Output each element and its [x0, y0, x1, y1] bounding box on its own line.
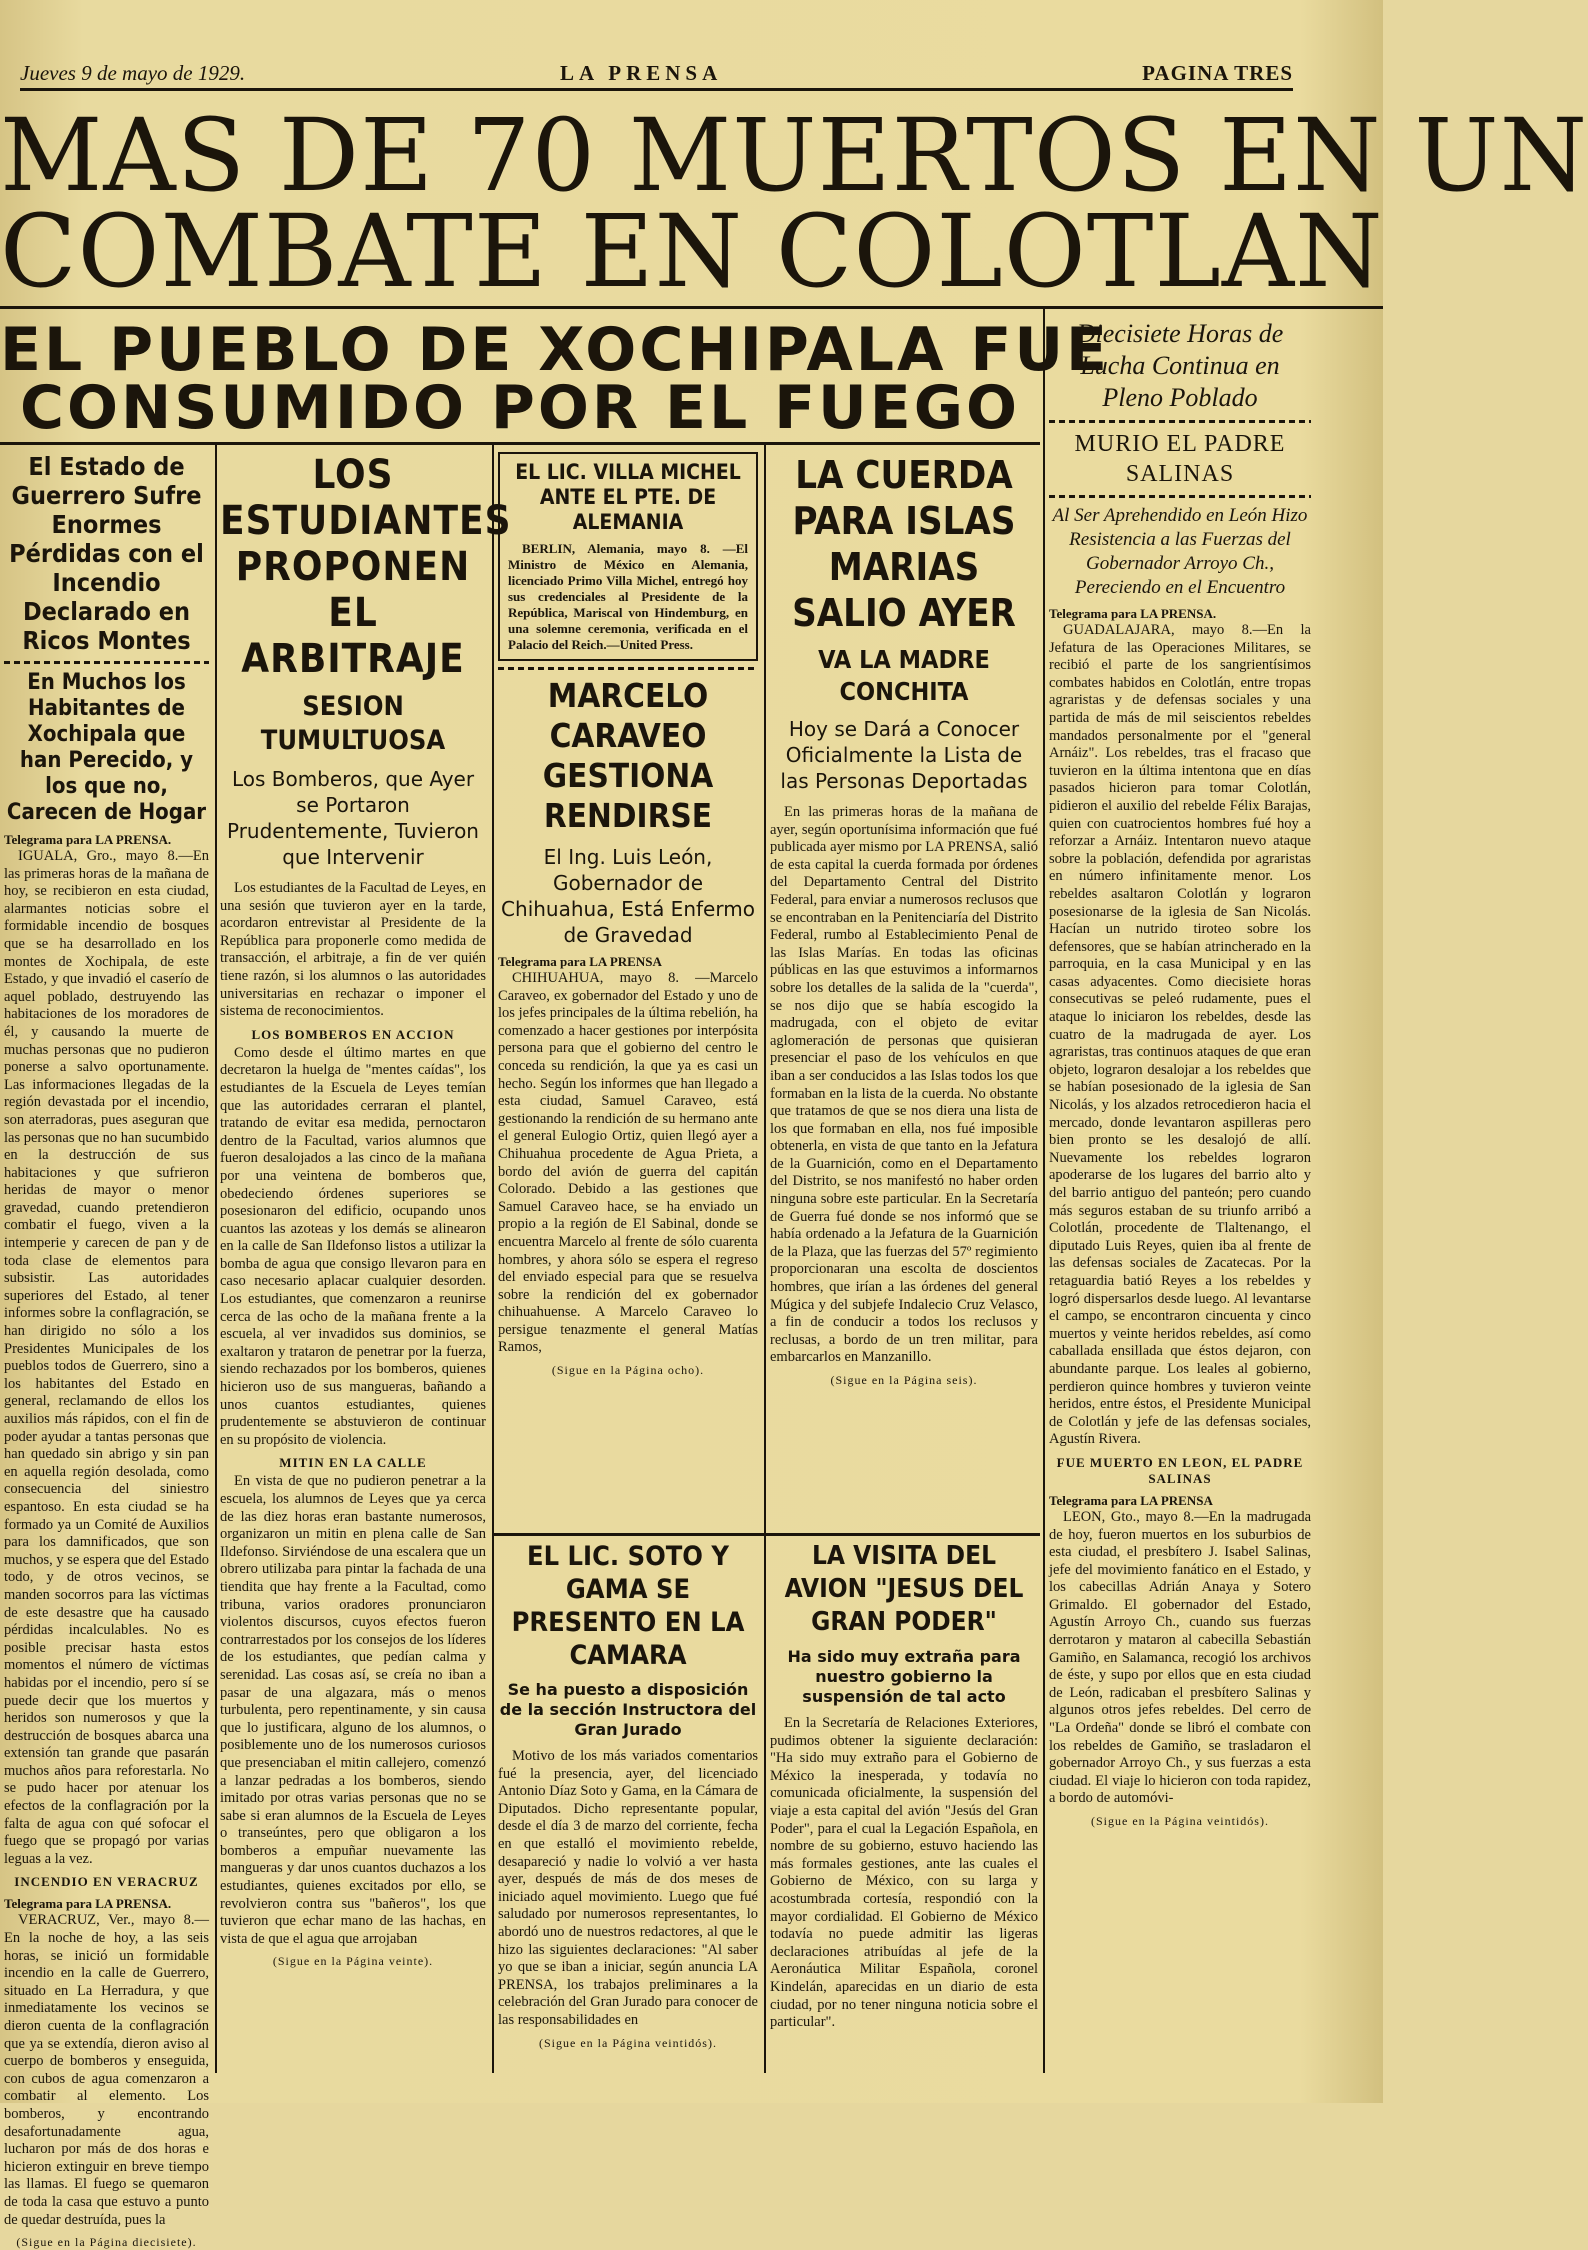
issue-date: Jueves 9 de mayo de 1929.: [20, 61, 246, 85]
dateline: Telegrama para LA PRENSA.: [1049, 606, 1217, 621]
article-headline: MARCELO CARAVEO GESTIONA RENDIRSE: [542, 676, 714, 835]
dateline: Telegrama para LA PRENSA.: [4, 1896, 172, 1912]
article-body: LEON, Gto., mayo 8.—En la madrugada de hoy, fueron muertos en los suburbios de esta ciudad, el presbítero J. Isabel Salinas, jefe del movimiento fanático en el Estado, y los cabecillas Adrián Anaya y Sotero Grimaldo. El gobernador del Estado, Agustín Arroyo Ch., cuando sus fuerzas derrotaron y mataron al cabecilla Sebastián Gamiño, en Salamanca, recogió los archivos de éste, y supo por ellos que en esta ciudad de León, radicaban el presbítero Salinas y algunos otros jefes rebeldes. Del cerro de "La Ordeña" donde se libró el combate con los rebeldes de Gamiño, se trasladaron el gobernador Arroyo Ch., y sus fuerzas a esta ciudad. El viaje lo hicieron con toda rapidez, a bordo de automóvi-: [1049, 1508, 1311, 1807]
section-subhead: LOS BOMBEROS EN ACCION: [251, 1026, 455, 1042]
article-jesus-del-gran-poder: [770, 1540, 1038, 2075]
deck-headline-line2: CONSUMIDO POR EL FUEGO: [19, 373, 1021, 443]
column-rule: [1043, 306, 1045, 2073]
column-rule: [215, 445, 217, 2073]
boxed-item: [498, 452, 758, 661]
article-headline: El Estado de Guerrero Sufre Enormes Pérdidas con el Incendio Declarado en Ricos Montes: [9, 452, 204, 655]
article-body: Los estudiantes de la Facultad de Leyes, en una sesión que tuvieron ayer en la tarde, acordaron entrevistar al Presidente de la República para proponerle como medida de transacción, el arbitraje, a fin de ver quién tiene razón, si los alumnos o las autoridades universitarias en rechazar o imponer el sistema de reconocimientos.: [220, 880, 486, 1020]
article-body: En vista de que no pudieron penetrar a la escuela, los alumnos de Leyes que ya cerca de las diez horas eran bastante numerosos, organizaron un mitin en plena calle de San Ildefonso. Sirviéndose de una escalera que un obrero utilizaba para pintar la fachada de una tiendita que hay frente a la Facultad, como tribuna, varios oradores pronunciaron violentos discursos, cuyos efectos fueron contrarrestados por los consejos de los líderes de los estudiantes, que pedían calma y serenidad. Las cosas así, se creía no iban a pasar de una algazara, más o menos turbulenta, pero repentinamente, y sin causa que lo justificara, alguno de los alumnos, o posiblemente uno de los numerosos curiosos que presenciaban el mitin callejero, comenzó a lanzar pedradas a los bomberos, siendo imitado por otras varias personas que no se sabe si eran alumnos de la Escuela de Leyes o transeúntes, pero que obligaron a los bomberos a empuñar nuevamente las mangueras y dar unos cuantos duchazos a los estudiantes, quienes excitados por ello, se revolvieron contra sus "bañeros", los que tuvieron que echar mano de las hachas, en vista de que el agua que arrojaban: [220, 1473, 486, 1947]
continued-note: (Sigue en la Página seis).: [830, 1373, 978, 1387]
continued-note: (Sigue en la Página veinte).: [272, 1954, 434, 1969]
article-deck: Ha sido muy extraña para nuestro gobierno la suspensión de tal acto: [787, 1647, 1021, 1706]
article-subheadline: MURIO EL PADRE SALINAS: [1074, 431, 1286, 487]
article-body: En la Secretaría de Relaciones Exteriores, pudimos obtener la siguiente declaración: "Ha sido muy extraño para el Gobierno de México la inesperada, y todavía no comunicada oficialmente, la suspensión del viaje a esta capital del avión "Jesús del Gran Poder", para el cual la Legación Española, en nombre de su gobierno, estuvo haciendo las más formales gestiones, ante las cuales el Gobierno de México, con su larga y acostumbrada cortesía, respondió con la mayor cordialidad. El Gobierno de México todavía no puede admitir las ligeras declaraciones atribuídas al jefe de la Aeronáutica Militar Española, coronel Kindelán, aparecidas en un diario de esta ciudad, por no tener ninguna noticia sobre el particular".: [770, 1715, 1038, 2031]
section-subhead: INCENDIO EN VERACRUZ: [14, 1874, 199, 1890]
newspaper-name: LA PRENSA: [560, 61, 723, 85]
section-rule: [494, 1533, 1040, 1536]
article-body: Como desde el último martes en que decretaron la huelga de "mentes caídas", los estudiantes de la Escuela de Leyes temían que las autoridades cerraran el plantel, tratando de evitar esa medida, pernoctaron dentro de la Facultad, varios alumnos que fueron desalojados a las cinco de la mañana por una veintena de bomberos que, obedeciendo órdenes superiores se posesionaron del edificio, ocupando unos cuantos las azoteas y los demás se alinearon en la calle de San Ildefonso listos a utilizar la bomba de agua que consigo llevaron para en caso necesario aplacar cualquier desorden. Los estudiantes, que comenzaron a reunirse cerca de las ocho de la mañana frente a la escuela, al ver invadidos sus dominios, se exaltaron y trataron de penetrar por la fuerza, siendo rechazados por los bomberos, quienes hicieron uso de sus mangueras, bañando a unos cuantos estudiantes, quienes prudentemente se abstuvieron de continuar en su propósito de violencia.: [220, 1044, 486, 1448]
article-headline: LA VISITA DEL AVION "JESUS DEL GRAN PODER": [784, 1541, 1024, 1637]
article-headline: EL LIC. SOTO Y GAMA SE PRESENTO EN LA CAMARA: [511, 1541, 745, 1671]
article-subheadline: En Muchos los Habitantes de Xochipala que han Perecido, y los que no, Carecen de Hogar: [6, 670, 207, 825]
divider: [1049, 420, 1311, 423]
article-guerrero-fire: [4, 452, 209, 2250]
article-body: VERACRUZ, Ver., mayo 8.—En la noche de hoy, a las seis horas, se inició un formidable incendio en la calle de Guerrero, situado en La Herradura, y que inmediatamente los vecinos se dieron cuenta de la conflagración que ya se extendía, dieron aviso al cuerpo de bomberos y enseguida, con cubos de agua comenzaron a combatir al elemento. Los bomberos, y encontrando desafortunadamente agua, lucharon por más de dos horas e hicieron extinguir en breve tiempo las llamas. El fuego se quemaron de toda la casa que estuvo a punto de quedar destruída, pues la: [4, 1912, 209, 2228]
article-headline: LOS ESTUDIANTES PROPONEN EL ARBITRAJE: [220, 452, 512, 682]
article-soto-y-gama: [498, 1540, 758, 2075]
article-body: CHIHUAHUA, mayo 8. —Marcelo Caraveo, ex gobernador del Estado y uno de los jefes principales de la última rebelión, ha comenzado a hacer gestiones por interpósita persona para que el gobierno del centro le conceda su rendición, la que ya es casi un hecho. Según los informes que han llegado a esta ciudad, Samuel Caraveo, está gestionando la rendición de su hermano ante el general Eulogio Ortiz, quien llegó ayer a Chihuahua procedente de Agua Prieta, a bordo del avión de guerra del capitán Colorado. Debido a las gestiones que Samuel Caraveo hace, se ha enviado un propio a la región de El Sabinal, donde se encuentra Marcelo al frente de sólo cuarenta hombres, y ahora sólo se espera el regreso del enviado especial para que se resuelva sobre la rendición del ex gobernador chihuahuense. A Marcelo Caraveo lo persigue tenazmente el general Matías Ramos,: [498, 970, 758, 1356]
dateline: Telegrama para LA PRENSA.: [4, 832, 172, 847]
article-body: En las primeras horas de la mañana de ayer, según oportunísima información que fué publicada ayer mismo por LA PRENSA, salió de esta capital la cuerda formada por órdenes del Departamento Central del Distrito Federal, para enviar a numerosos reclusos que se encontraban en la Penitenciaría del Distrito Federal, rumbo al Establecimiento Penal de las Islas Marías. En todas las oficinas públicas en las que estuvimos a informarnos sobre los detalles de la salida de la "cuerda", se nos dijo que se había escogido la madrugada, con el objeto de evitar aglomeración de personas que quisieran presenciar el paso de los vehículos en que iban a ser conducidos a las Islas todos los que formaban en la lista de la cuerda. No obstante que tratamos de que se nos diera una lista de los que formaban en ella, nos fué imposible obtenerla, en vista de que tanto en la Jefatura de la Guarnición, como en el Departamento del Distrito, se nos manifestó no haber orden ninguna sobre este particular. En la Secretaría de Guerra fué donde se nos informó que se había ordenado a la Jefatura de la Guarnición de la Plaza, que las fuerzas del 57º regimiento proporcionaran una escolta de doscientos hombres, que irían a las órdenes del general Múgica y del subjefe Indalecio Cruz Velasco, a fin de conducir a todos los reclusos y reclusas, a bordo de un tren militar, para embarcarlos en Manzanillo.: [770, 804, 1038, 1366]
divider: [4, 661, 209, 664]
dateline: Telegrama para LA PRENSA: [1049, 1492, 1213, 1508]
article-subheadline: VA LA MADRE CONCHITA: [818, 645, 990, 706]
article-subheadline: SESION TUMULTUOSA: [260, 691, 446, 756]
article-deck: Se ha puesto a disposición de la sección Instructora del Gran Jurado: [499, 1680, 757, 1739]
box-body: BERLIN, Alemania, mayo 8. —El Ministro de México en Alemania, licenciado Primo Villa Michel, entregó hoy sus credenciales al Presidente de la República, Mariscal von Hindemburg, en una solemne ceremonia, verificada en el Palacio del Reich.—United Press.: [508, 541, 748, 652]
section-subhead: MITIN EN LA CALLE: [279, 1455, 427, 1471]
article-headline: Diecisiete Horas de Lucha Continua en Pleno Poblado: [1076, 319, 1284, 412]
article-deck: Al Ser Aprehendido en León Hizo Resistencia a las Fuerzas del Gobernador Arroyo Ch., Pereciendo en el Encuentro: [1052, 505, 1308, 598]
column-rule: [764, 445, 766, 2073]
continued-note: (Sigue en la Página veintidós).: [1091, 1814, 1269, 1828]
box-headline: EL LIC. VILLA MICHEL ANTE EL PTE. DE ALEMANIA: [515, 460, 741, 534]
divider: [1049, 495, 1311, 498]
article-headline: LA CUERDA PARA ISLAS MARIAS SALIO AYER: [792, 453, 1016, 635]
page-folio: [20, 58, 1293, 91]
article-deck: El Ing. Luis León, Gobernador de Chihuahua, Está Enfermo de Gravedad: [501, 845, 755, 947]
article-body: GUADALAJARA, mayo 8.—En la Jefatura de las Operaciones Militares, se recibió el parte de los sangrientísimos combates habidos en Colotlán, entre tropas agraristas y de defensas sociales y una partida de más de mil seiscientos rebeldes mandados personalmente por el "general Arnáiz". Los rebeldes, tras el fracaso que tuvieron en la última intentona que en días pasados hicieron para tomar Colotlán, pidieron el auxilio del rebelde Félix Barajas, quien con cuatrocientos hombres fué hoy a reforzar a Arnáiz. Intentaron nuevo ataque sobre la población, defendida por agraristas en número infinitamente menor. Los rebeldes asaltaron Colotlán y lograron posesionarse de la iglesia de San Nicolás. Hacían un nutrido tiroteo sobre los defensores, que se habían atrincherado en la parroquia, en la casa Municipal y en las casas adyacentes. Como diecisiete horas consecutivas se peleó rudamente, pues el ataque lo iniciaron los rebeldes, desde las cuatro de la madrugada de ayer. Los agraristas, tras continuos ataques de que eran objeto, lograron desalojar a los rebeldes que se habían posesionado de la iglesia de San Nicolás, y los alzados retrocedieron hacia el mercado, donde levantaron aspilleras pero bien pronto se les desalojó de allí. Nuevamente los rebeldes lograron apoderarse de los lugares del barrio alto y del barrio antiguo del panteón; pero cuando más seguros estaban de su triunfo arribó a Colotlán, procedente de Tlaltenango, el diputado Luis Reyes, quien iba al frente de las defensas sociales de Zacatecas. Por la retaguardia batió Reyes a los rebeldes y logró dispersarlos desde luego. Al levantarse el campo, se encontraron cincuenta y cinco muertos y veinte heridos rebeldes, así como caballada ensillada que éstos dejaron, con abundante parque. Los leales al gobierno, perdieron quince hombres y tuvieron veinte heridos, entre éstos, el Presidente Municipal de Colotlán y jefe de las defensas sociales, Agustín Rivera.: [1049, 622, 1311, 1448]
article-body: IGUALA, Gro., mayo 8.—En las primeras horas de la mañana de hoy, se recibieron en esta ciudad, alarmantes noticias sobre el formidable incendio de bosques que se ha desarrollado en los montes de Xochipala, de este Estado, y que invadió el caserío de aquel poblado, destruyendo las habitaciones de los moradores de él, y causando la muerte de muchas personas que no pudieron ponerse a salvo oportunamente. Las informaciones llegadas de la región devastada por el incendio, son aterradoras, pues aseguran que las personas que no han sucumbido en la destrucción de sus habitaciones y que sufrieron heridas de mayor o menor gravedad, cuando pretendieron combatir el fuego, viven a la intemperie y carecen de pan y de toda clase de elementos para subsistir. Las autoridades superiores del Estado, al tener informes sobre la conflagración, se han dirigido no sólo a los Presidentes Municipales de los pueblos todos de Guerrero, sino a los habitantes del Estado en general, reclamando de ellos los auxilios más rápidos, con el fin de poder ayudar a tantas personas que han quedado sin abrigo y sin pan en aquella región desolada, como consecuencia del siniestro espantoso. En esta ciudad se ha formado ya un Comité de Auxilios para los damnificados, que son muchos, y se espera que del Estado todo, y de otros vecinos, se manden socorros para las víctimas de este desastre que ha causado pérdidas incalculables. No es posible precisar hasta estos momentos el número de víctimas habidas por el incendio, pero sí se puede decir que los muertos y heridos son numerosos y que la destrucción de bosques abarca una extensión tan grande que pasarán muchos años para reforestarla. No se pudo hacer por atenuar los efectos de la conflagración por la falta de agua con qué sofocar el fuego que se propagó por varias leguas a la vez.: [4, 848, 209, 1867]
deck-headline-line1: EL PUEBLO DE XOCHIPALA FUE: [0, 315, 1111, 385]
divider: [498, 667, 758, 670]
continued-note: (Sigue en la Página diecisiete).: [16, 2235, 197, 2250]
article-deck: Los Bomberos, que Ayer se Portaron Prudentemente, Tuvieron que Intervenir: [226, 767, 479, 869]
article-deck: Hoy se Dará a Conocer Oficialmente la Lista de las Personas Deportadas: [780, 717, 1028, 793]
page-number: PAGINA TRES: [1142, 61, 1293, 85]
article-body: Motivo de los más variados comentarios fué la presencia, ayer, del licenciado Antonio Díaz Soto y Gama, en la Cámara de Diputados. Dicho representante popular, desde el día 3 de marzo del corriente, fecha en que estalló el movimiento rebelde, desapareció y nadie lo volvió a ver hasta ayer, después de más de dos meses de iniciado aquel movimiento. Luego que fué saludado por numerosos representantes, lo abordó uno de nuestros redactores, al que le hizo las siguientes declaraciones: "Al saber yo que se iban a iniciar, según anuncia LA PRENSA, los trabajos preliminares a la celebración del Gran Jurado para conocer de las responsabilidades en: [498, 1748, 758, 2028]
article-students: [220, 452, 512, 2072]
continued-note: (Sigue en la Página veintidós).: [539, 2035, 717, 2050]
article-caraveo: [498, 452, 758, 1527]
deck-rule: [0, 442, 1040, 445]
section-subhead: FUE MUERTO EN LEON, EL PADRE SALINAS: [1056, 1454, 1304, 1486]
column-rule: [492, 445, 494, 2073]
article-islas-marias: [770, 452, 1038, 1527]
article-colotlan: [1049, 318, 1311, 2073]
banner-headline-line1: MAS DE 70 MUERTOS EN UN: [0, 97, 1588, 214]
continued-note: (Sigue en la Página ocho).: [551, 1363, 705, 1378]
dateline: Telegrama para LA PRENSA: [498, 954, 662, 969]
banner-headline-line2: COMBATE EN COLOTLAN: [0, 193, 1384, 310]
banner-rule: [0, 306, 1383, 309]
